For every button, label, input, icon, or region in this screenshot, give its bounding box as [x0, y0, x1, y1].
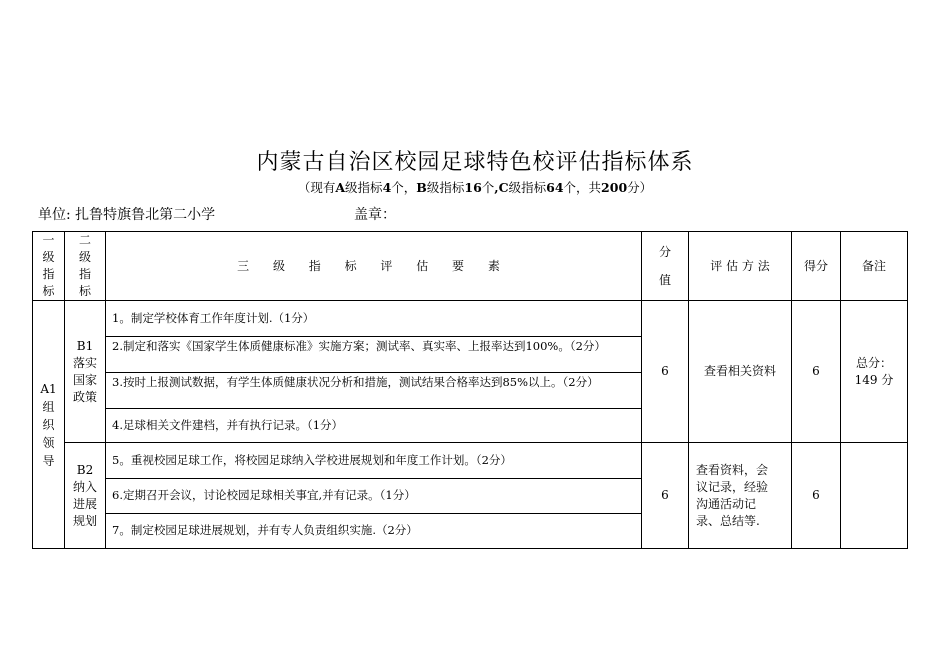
b1-got: 6: [812, 364, 820, 378]
header-method: 评 估 方 法: [710, 258, 770, 273]
b1-method: 查看相关资料: [703, 364, 776, 378]
unit-row: [38, 204, 396, 224]
document-subtitle: （现有A级指标4个，B级指标16个,C级指标64个，共200分）: [297, 180, 653, 195]
table-border-bottom: [32, 548, 908, 549]
header-level1-char: 级: [42, 250, 55, 264]
header-level1: [33, 232, 64, 300]
b1-item-4: 4.足球相关文件建档，并有执行记录。（1分）: [112, 418, 344, 432]
b2-method: 查看资料，会 议记录，经验 沟通活动记 录、总结等.: [696, 462, 769, 528]
row-line-b1-1: [105, 336, 641, 337]
header-score: [642, 232, 688, 300]
row-line-b2-1: [105, 478, 641, 479]
header-level2-char: 标: [78, 284, 91, 298]
header-got: 得分: [803, 258, 828, 273]
b1-remark: [841, 301, 907, 442]
unit-label: 单位: 扎鲁特旗鲁北第二小学: [38, 207, 216, 223]
header-level2: [65, 232, 105, 300]
row-line-b2-2: [105, 513, 641, 514]
header-score-char: 值: [658, 272, 671, 287]
b1-score: 6: [661, 364, 669, 378]
row-line-b1-3: [105, 408, 641, 409]
b1-item-3: 3.按时上报测试数据，有学生体质健康状况分析和措施，测试结果合格率达到85%以上。（2分）: [112, 375, 599, 389]
a1-label: A1 组 织 领 导: [40, 381, 57, 468]
seal-label: 盖章：: [354, 207, 396, 223]
b2-got: 6: [812, 488, 820, 502]
header-level2-char: 二: [78, 233, 91, 247]
row-line-b1-2: [105, 372, 641, 373]
b1-label: B1 落实 国家 政策: [72, 338, 97, 404]
b2-item-6: 6.定期召开会议，讨论校园足球相关事宜,并有记录。（1分）: [112, 488, 416, 502]
header-level1-char: 标: [42, 284, 55, 298]
header-level1-char: 一: [42, 233, 55, 247]
document-title: 内蒙古自治区校园足球特色校评估指标体系: [256, 150, 694, 175]
b1-item-1: 1。制定学校体育工作年度计划.（1分）: [112, 311, 315, 325]
b1-item-2: 2.制定和落实《国家学生体质健康标准》实施方案；测试率、真实率、上报率达到100%。（2分）: [112, 339, 606, 353]
table-border-right: [907, 231, 908, 549]
total-score-value: 149 分: [854, 372, 894, 387]
total-score-label: 总分：: [855, 355, 892, 370]
b2-item-7: 7。制定校园足球进展规划，并有专人负责组织实施.（2分）: [112, 523, 418, 537]
header-remark: 备注: [861, 258, 886, 273]
b2-label: B2 纳入 进展 规划: [72, 462, 97, 528]
header-level2-char: 指: [78, 267, 91, 281]
header-level2-char: 级: [78, 250, 91, 264]
b2-item-5: 5。重视校园足球工作，将校园足球纳入学校进展规划和年度工作计划。（2分）: [112, 453, 512, 467]
header-score-char: 分: [658, 244, 671, 259]
b2-score: 6: [661, 488, 669, 502]
header-level1-char: 指: [42, 267, 55, 281]
header-level3: 三 级 指 标 评 估 要 素: [237, 258, 510, 273]
b2-remark: [841, 443, 907, 548]
